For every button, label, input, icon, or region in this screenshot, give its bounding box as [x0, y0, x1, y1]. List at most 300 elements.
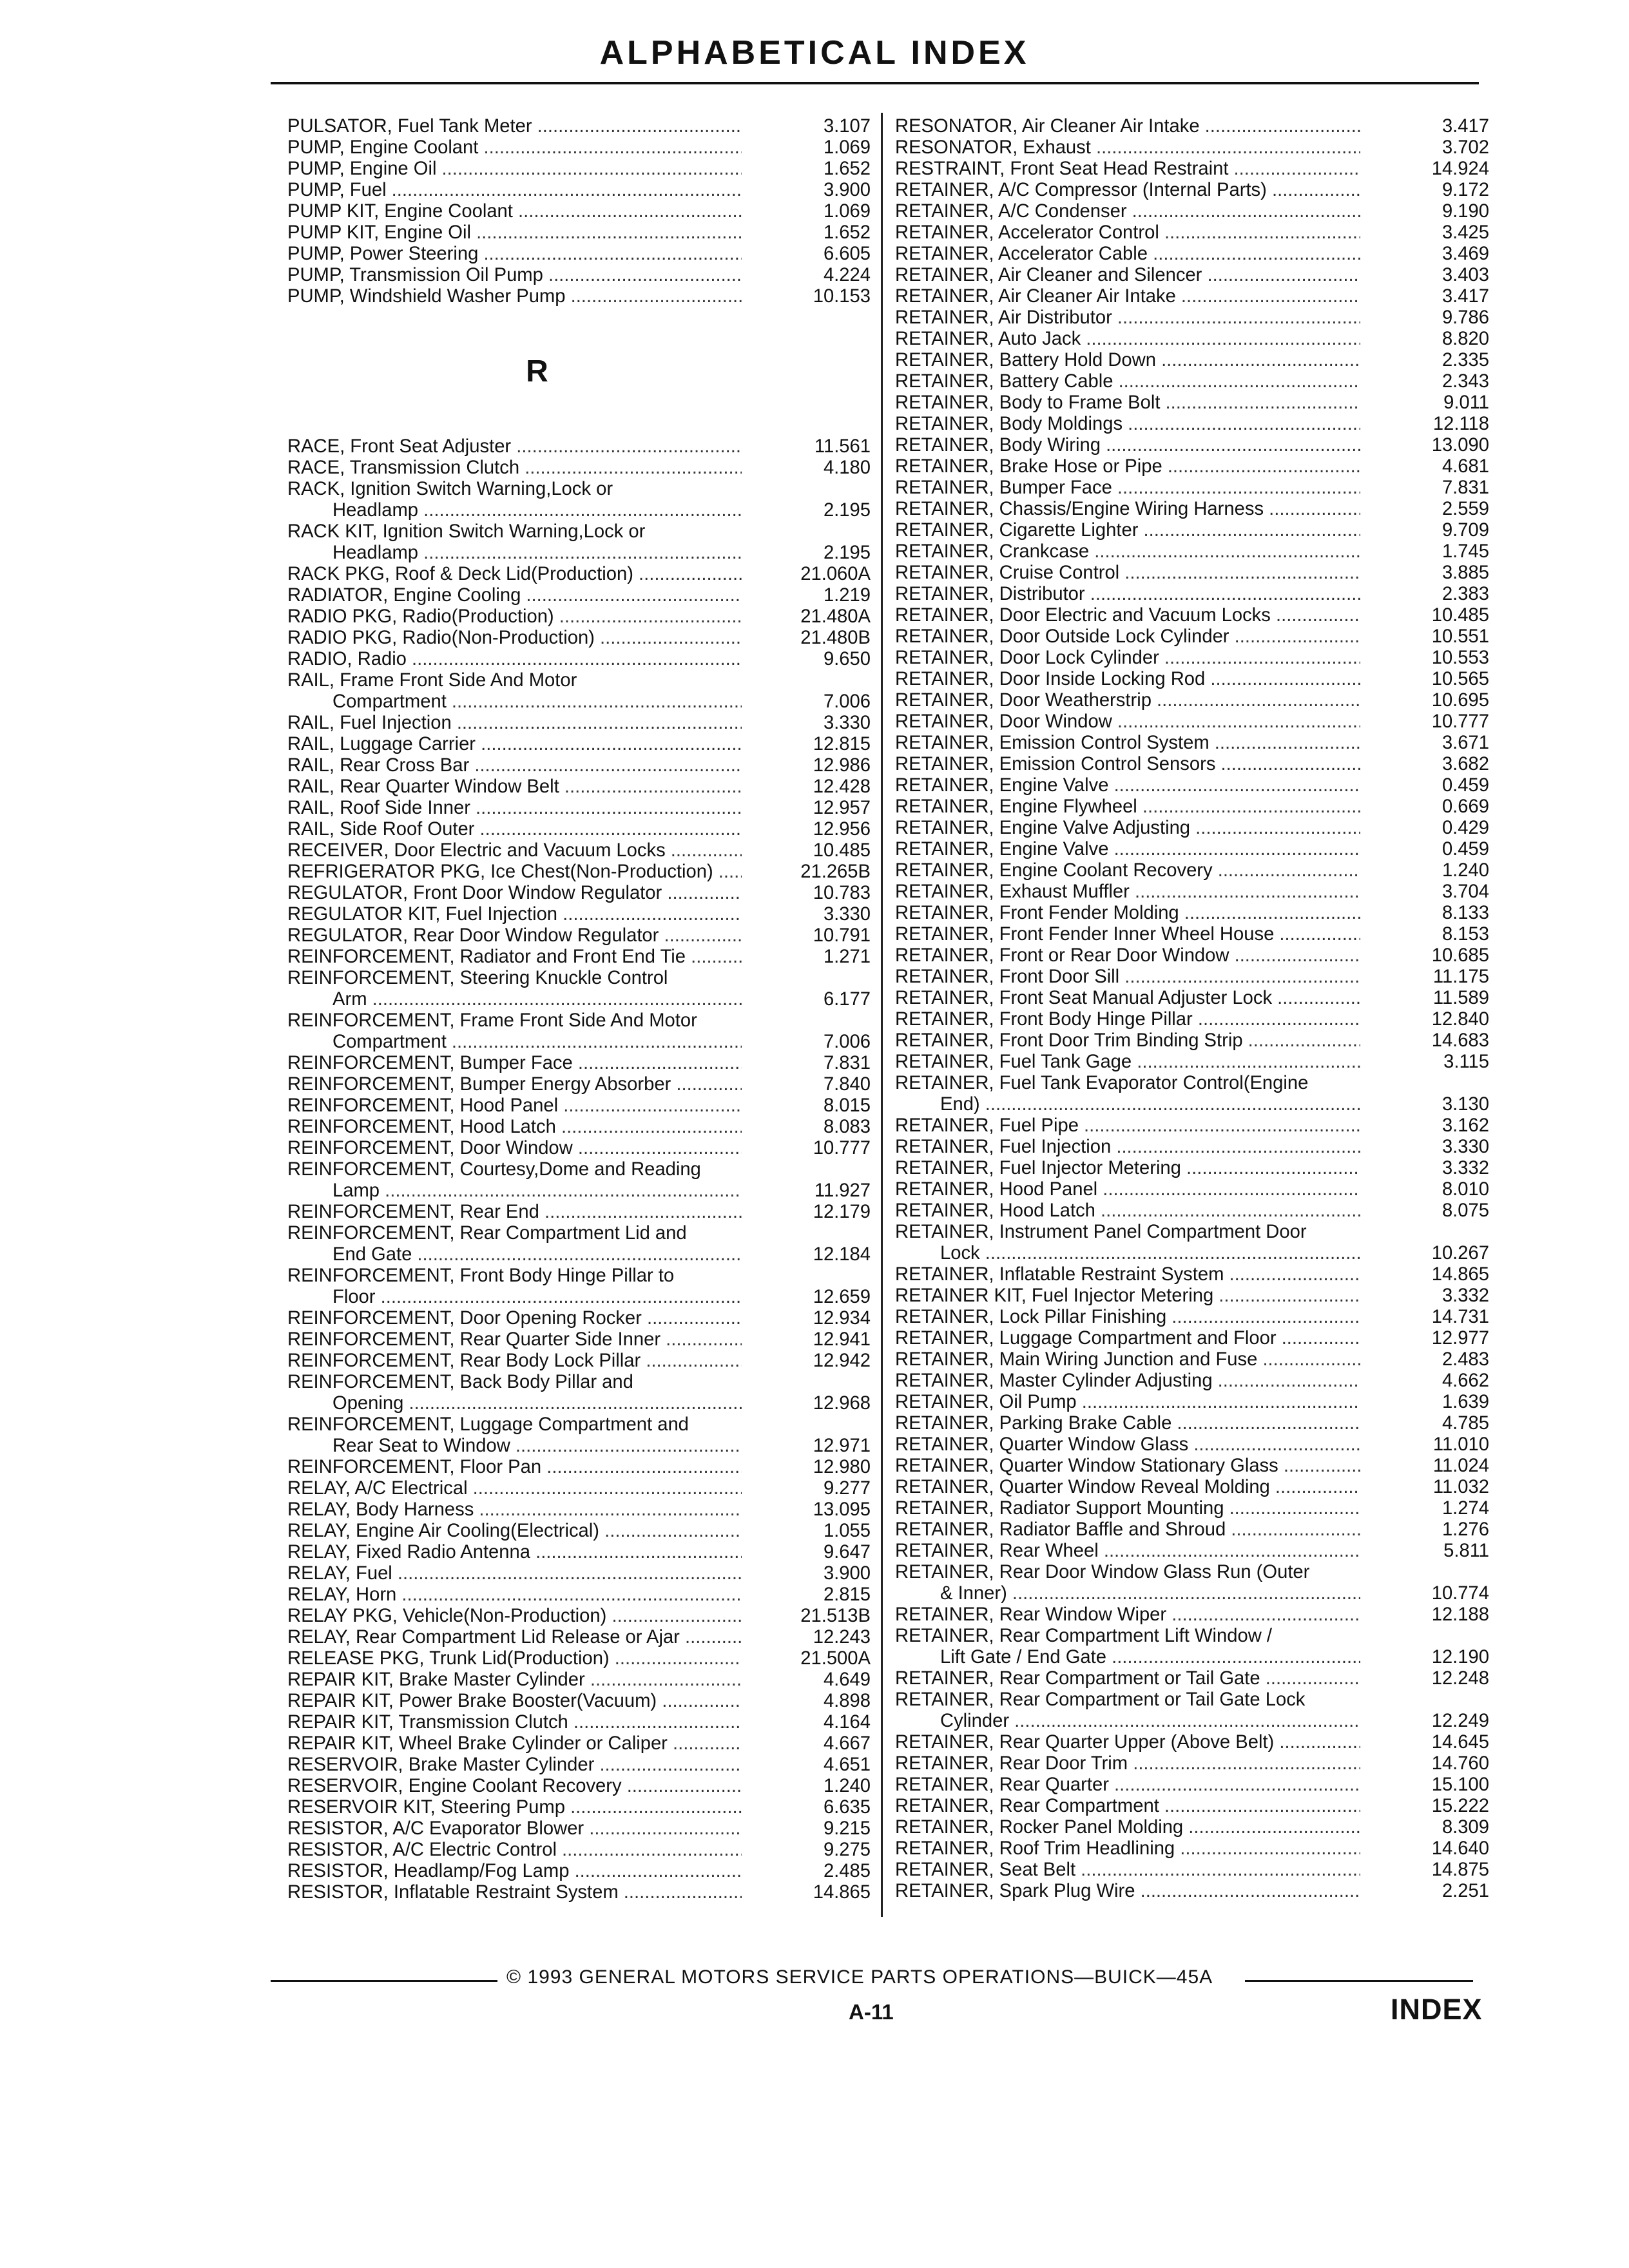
index-entry-name: RETAINER, Quarter Window Stationary Glass .....	[895, 1456, 1360, 1477]
index-entry	[895, 605, 1489, 626]
index-entry-name: RESONATOR, Air Cleaner Air Intake .....	[895, 116, 1360, 137]
index-entry-page: 2.483	[1441, 1349, 1489, 1370]
index-entry	[287, 776, 871, 798]
index-entry-page: 0.459	[1441, 839, 1489, 860]
index-entry-page: 3.900	[823, 180, 871, 200]
index-entry	[287, 500, 871, 521]
index-entry-name: RESTRAINT, Front Seat Head Restraint .....	[895, 159, 1360, 180]
index-entry-page: 8.010	[1441, 1179, 1489, 1200]
index-entry-name: RELAY, Horn .....	[287, 1584, 742, 1606]
index-entry	[895, 1498, 1489, 1519]
index-entry-name: Cylinder .....	[895, 1711, 1360, 1732]
index-entry-name: RETAINER, Accelerator Cable .....	[895, 244, 1360, 265]
index-entry	[287, 989, 871, 1010]
index-entry-name: RETAINER, Hood Panel .....	[895, 1179, 1360, 1200]
index-entry-page: 3.425	[1441, 222, 1489, 243]
index-entry	[287, 1584, 871, 1606]
index-entry-page: 1.271	[823, 947, 871, 967]
index-entry	[895, 924, 1489, 945]
index-entry	[895, 988, 1489, 1009]
index-entry-name: RETAINER KIT, Fuel Injector Metering .....	[895, 1285, 1360, 1307]
index-entry-name: Lock .....	[895, 1243, 1360, 1264]
index-entry-name: REGULATOR KIT, Fuel Injection .....	[287, 904, 742, 925]
index-entry-page: 3.702	[1441, 137, 1489, 158]
index-entry-page: 7.006	[823, 1032, 871, 1052]
index-entry	[895, 201, 1489, 222]
index-entry-page: 1.639	[1441, 1392, 1489, 1412]
index-entry-name: REGULATOR, Front Door Window Regulator .....	[287, 883, 742, 904]
index-entry-name: REINFORCEMENT, Rear End .....	[287, 1202, 742, 1223]
index-entry-page: 3.671	[1441, 733, 1489, 753]
index-entry-page: 4.898	[823, 1691, 871, 1711]
index-entry	[287, 1521, 871, 1542]
index-entry-page: 12.971	[813, 1436, 871, 1456]
index-entry	[895, 1264, 1489, 1285]
index-entry-page: 10.551	[1431, 626, 1489, 647]
index-entry-name: RETAINER, Quarter Window Glass .....	[895, 1434, 1360, 1456]
index-entry-page: 12.243	[813, 1627, 871, 1648]
index-entry	[287, 947, 871, 968]
index-entry	[287, 713, 871, 734]
index-entry-name: PUMP, Transmission Oil Pump .....	[287, 265, 742, 286]
index-entry	[895, 1073, 1489, 1094]
index-entry	[287, 1861, 871, 1882]
index-entry	[895, 1477, 1489, 1498]
index-entry	[895, 1541, 1489, 1562]
index-entry-page: 3.115	[1443, 1052, 1489, 1072]
index-entry-name: REGULATOR, Rear Door Window Regulator .....	[287, 925, 742, 947]
index-entry-name: RAIL, Fuel Injection .....	[287, 713, 742, 734]
index-entry	[287, 564, 871, 585]
index-entry-name: PUMP, Fuel .....	[287, 180, 742, 201]
index-entry	[287, 670, 871, 691]
index-entry-page: 1.652	[823, 159, 871, 179]
index-entry	[287, 1180, 871, 1202]
index-entry-name: REPAIR KIT, Wheel Brake Cylinder or Caliper .....	[287, 1733, 742, 1754]
index-entry-name: RETAINER, Main Wiring Junction and Fuse .....	[895, 1349, 1360, 1370]
index-entry-page: 14.731	[1431, 1307, 1489, 1327]
index-entry-name: REINFORCEMENT, Door Window .....	[287, 1138, 742, 1159]
index-entry-page: 2.335	[1441, 350, 1489, 370]
footer-rule-left	[271, 1980, 497, 1982]
index-entry-name: RETAINER, Body Moldings .....	[895, 414, 1360, 435]
index-entry-name: RETAINER, Cruise Control .....	[895, 562, 1360, 584]
index-entry-name: REINFORCEMENT, Steering Knuckle Control	[287, 968, 668, 988]
index-entry	[287, 1372, 871, 1393]
index-entry	[895, 1838, 1489, 1860]
index-entry-page: 9.647	[823, 1542, 871, 1562]
index-entry-name: RADIATOR, Engine Cooling .....	[287, 585, 742, 606]
index-entry	[895, 159, 1489, 180]
index-entry-page: 12.249	[1431, 1711, 1489, 1731]
index-entry-page: 21.513B	[800, 1606, 871, 1626]
index-entry	[287, 1478, 871, 1499]
index-entry	[287, 265, 871, 286]
index-entry	[287, 543, 871, 564]
index-entry	[895, 1626, 1489, 1647]
index-entry-page: 2.343	[1441, 371, 1489, 392]
index-entry-name: REINFORCEMENT, Rear Body Lock Pillar .....	[287, 1350, 742, 1372]
index-entry-name: RETAINER, Exhaust Muffler .....	[895, 881, 1360, 903]
index-entry-name: RETAINER, Luggage Compartment and Floor .....	[895, 1328, 1360, 1349]
index-entry	[895, 1243, 1489, 1264]
index-entry	[287, 286, 871, 307]
index-entry	[287, 1840, 871, 1861]
index-entry	[895, 477, 1489, 499]
index-entry	[287, 628, 871, 649]
index-entry-name: RETAINER, Hood Latch .....	[895, 1200, 1360, 1222]
index-entry-page: 3.107	[823, 116, 871, 137]
index-entry	[287, 521, 871, 543]
index-entry	[895, 711, 1489, 733]
index-entry-name: RETAINER, Fuel Tank Evaporator Control(Engine	[895, 1073, 1309, 1093]
index-entry-name: RELAY, Engine Air Cooling(Electrical) .....	[287, 1521, 742, 1542]
index-entry-page: 3.330	[823, 713, 871, 733]
index-entry-page: 10.485	[813, 840, 871, 861]
index-entry	[287, 819, 871, 840]
index-entry-page: 14.865	[813, 1882, 871, 1903]
index-entry	[895, 1009, 1489, 1030]
index-entry-page: 3.885	[1441, 562, 1489, 583]
index-entry-name: RETAINER, Rear Compartment Lift Window /	[895, 1626, 1272, 1646]
index-entry-name: RETAINER, Fuel Injection .....	[895, 1137, 1360, 1158]
index-entry-name: PUMP, Windshield Washer Pump .....	[287, 286, 742, 307]
index-entry	[895, 1796, 1489, 1817]
index-entry-page: 8.015	[823, 1095, 871, 1116]
index-entry-name: Compartment .....	[287, 1032, 742, 1053]
index-entry-page: 7.831	[823, 1053, 871, 1073]
index-entry-name: RETAINER, Body Wiring .....	[895, 435, 1360, 456]
index-entry	[895, 562, 1489, 584]
index-entry	[895, 860, 1489, 881]
index-entry	[895, 499, 1489, 520]
index-entry-name: Arm .....	[287, 989, 742, 1010]
index-entry-name: PUMP, Engine Coolant .....	[287, 137, 742, 159]
index-entry-name: RELEASE PKG, Trunk Lid(Production) .....	[287, 1648, 742, 1669]
index-entry	[287, 691, 871, 713]
index-entry-page: 2.559	[1441, 499, 1489, 519]
section-letter: R	[526, 354, 548, 389]
index-entry-page: 6.177	[823, 989, 871, 1010]
index-entry-page: 14.760	[1431, 1753, 1489, 1774]
index-entry-page: 12.188	[1431, 1604, 1489, 1625]
index-entry	[287, 1414, 871, 1436]
index-entry-page: 11.032	[1432, 1477, 1489, 1497]
index-entry-name: REPAIR KIT, Brake Master Cylinder .....	[287, 1669, 742, 1691]
index-entry-name: Lift Gate / End Gate .....	[895, 1647, 1360, 1668]
index-entry-page: 14.924	[1431, 159, 1489, 179]
index-entry	[895, 1413, 1489, 1434]
index-entry-page: 3.162	[1441, 1115, 1489, 1136]
index-entry	[895, 456, 1489, 477]
index-entry-page: 11.927	[814, 1180, 871, 1201]
index-entry-name: RETAINER, Rear Wheel .....	[895, 1541, 1360, 1562]
index-entry	[287, 1350, 871, 1372]
index-entry-page: 21.265B	[800, 861, 871, 882]
index-entry	[895, 1583, 1489, 1604]
index-entry-page: 1.069	[823, 201, 871, 222]
index-entry-page: 8.153	[1441, 924, 1489, 945]
index-entry-page: 12.942	[813, 1350, 871, 1371]
index-entry-page: 4.649	[823, 1669, 871, 1690]
index-entry-page: 9.190	[1441, 201, 1489, 222]
index-entry-page: 2.383	[1441, 584, 1489, 604]
index-entry-name: RETAINER, Front Body Hinge Pillar .....	[895, 1009, 1360, 1030]
index-entry-name: REFRIGERATOR PKG, Ice Chest(Non-Production) .....	[287, 861, 742, 883]
column-divider	[881, 113, 883, 1917]
index-entry	[287, 1712, 871, 1733]
index-entry	[895, 1052, 1489, 1073]
index-entry-page: 12.941	[813, 1329, 871, 1350]
index-entry	[287, 1776, 871, 1797]
index-entry-name: RETAINER, Door Electric and Vacuum Locks .....	[895, 605, 1360, 626]
index-entry-name: RETAINER, Radiator Support Mounting .....	[895, 1498, 1360, 1519]
index-entry-page: 12.957	[813, 798, 871, 818]
index-entry-name: RADIO, Radio .....	[287, 649, 742, 670]
index-entry-name: RETAINER, Roof Trim Headlining .....	[895, 1838, 1360, 1860]
index-entry-page: 12.986	[813, 755, 871, 776]
index-entry-page: 10.783	[813, 883, 871, 903]
index-entry	[895, 1456, 1489, 1477]
index-entry-page: 21.480A	[800, 606, 871, 627]
index-entry	[287, 1606, 871, 1627]
index-entry	[895, 1158, 1489, 1179]
index-entry-name: RETAINER, Battery Cable .....	[895, 371, 1360, 392]
index-entry-page: 4.785	[1441, 1413, 1489, 1434]
index-entry-name: RETAINER, Door Inside Locking Rod .....	[895, 669, 1360, 690]
index-entry	[287, 1648, 871, 1669]
index-entry-page: 3.403	[1441, 265, 1489, 285]
index-entry-name: RETAINER, Front Fender Inner Wheel House .....	[895, 924, 1360, 945]
index-entry	[895, 116, 1489, 137]
index-entry-name: REINFORCEMENT, Bumper Face .....	[287, 1053, 742, 1074]
index-entry-page: 3.682	[1441, 754, 1489, 774]
index-entry-page: 3.900	[823, 1563, 871, 1584]
index-entry-name: Rear Seat to Window .....	[287, 1436, 742, 1457]
index-entry-page: 6.605	[823, 244, 871, 264]
index-entry	[895, 1307, 1489, 1328]
index-entry	[287, 734, 871, 755]
index-entry-page: 8.309	[1441, 1817, 1489, 1838]
index-entry	[895, 286, 1489, 307]
index-entry	[895, 754, 1489, 775]
index-entry	[287, 479, 871, 500]
index-entry	[287, 606, 871, 628]
index-entry	[287, 1244, 871, 1265]
index-entry	[895, 1647, 1489, 1668]
index-entry-page: 3.704	[1441, 881, 1489, 902]
index-entry	[895, 307, 1489, 329]
index-entry	[895, 669, 1489, 690]
index-entry-page: 1.240	[823, 1776, 871, 1796]
index-entry-name: RETAINER, A/C Compressor (Internal Parts) .....	[895, 180, 1360, 201]
index-entry-page: 10.777	[1431, 711, 1489, 732]
index-entry-name: RADIO PKG, Radio(Production) .....	[287, 606, 742, 628]
index-entry	[287, 1818, 871, 1840]
index-entry-name: RESERVOIR, Engine Coolant Recovery .....	[287, 1776, 742, 1797]
index-entry	[895, 1328, 1489, 1349]
footer-rule-right	[1245, 1980, 1473, 1982]
index-entry-page: 0.669	[1441, 796, 1489, 817]
index-entry-name: RETAINER, Auto Jack .....	[895, 329, 1360, 350]
index-entry-name: RETAINER, Air Cleaner Air Intake .....	[895, 286, 1360, 307]
index-entry-page: 2.195	[823, 543, 871, 563]
index-entry-name: RETAINER, Fuel Tank Gage .....	[895, 1052, 1360, 1073]
index-entry	[287, 244, 871, 265]
index-entry-name: RETAINER, Front Fender Molding .....	[895, 903, 1360, 924]
index-entry-name: RETAINER, Body to Frame Bolt .....	[895, 392, 1360, 414]
index-entry-name: RADIO PKG, Radio(Non-Production) .....	[287, 628, 742, 649]
index-entry-name: RETAINER, Battery Hold Down .....	[895, 350, 1360, 371]
index-entry-name: REINFORCEMENT, Hood Panel .....	[287, 1095, 742, 1117]
index-entry-name: RELAY PKG, Vehicle(Non-Production) .....	[287, 1606, 742, 1627]
index-entry-page: 1.240	[1441, 860, 1489, 881]
index-entry-name: RETAINER, Chassis/Engine Wiring Harness .....	[895, 499, 1360, 520]
index-entry-page: 8.083	[823, 1117, 871, 1137]
index-entry-name: RAIL, Rear Cross Bar .....	[287, 755, 742, 776]
index-entry-page: 1.276	[1441, 1519, 1489, 1540]
index-entry-name: RETAINER, Fuel Injector Metering .....	[895, 1158, 1360, 1179]
index-entry-page: 10.774	[1431, 1583, 1489, 1604]
index-entry	[895, 733, 1489, 754]
index-entry-name: RESONATOR, Exhaust .....	[895, 137, 1360, 159]
index-entry	[287, 116, 871, 137]
index-entry-name: RESERVOIR KIT, Steering Pump .....	[287, 1797, 742, 1818]
index-entry	[287, 1159, 871, 1180]
index-entry-name: RESERVOIR, Brake Master Cylinder .....	[287, 1754, 742, 1776]
index-entry-name: RETAINER, Rear Compartment or Tail Gate .....	[895, 1668, 1360, 1689]
index-entry-page: 11.561	[814, 436, 871, 457]
index-entry	[287, 1053, 871, 1074]
index-entry-page: 12.248	[1431, 1668, 1489, 1689]
index-entry	[287, 1733, 871, 1754]
index-entry-page: 11.175	[1432, 966, 1489, 987]
index-entry-name: RETAINER, Accelerator Control .....	[895, 222, 1360, 244]
index-entry-page: 2.815	[823, 1584, 871, 1605]
index-entry	[895, 1392, 1489, 1413]
index-entry-page: 2.195	[823, 500, 871, 521]
index-entry-page: 15.100	[1431, 1774, 1489, 1795]
index-entry-name: Headlamp .....	[287, 543, 742, 564]
index-entry-page: 3.417	[1441, 116, 1489, 137]
index-entry	[895, 690, 1489, 711]
index-entry	[895, 1030, 1489, 1052]
index-entry-page: 11.589	[1432, 988, 1489, 1008]
index-entry	[287, 457, 871, 479]
index-entry	[287, 1223, 871, 1244]
index-entry-page: 14.875	[1431, 1860, 1489, 1880]
index-entry	[895, 541, 1489, 562]
index-entry	[895, 881, 1489, 903]
index-entry	[287, 180, 871, 201]
index-entry-name: RECEIVER, Door Electric and Vacuum Locks .....	[287, 840, 742, 861]
index-entry	[895, 329, 1489, 350]
index-entry-name: RETAINER, Emission Control Sensors .....	[895, 754, 1360, 775]
index-entry	[895, 1137, 1489, 1158]
index-entry	[895, 818, 1489, 839]
index-entry-page: 12.428	[813, 776, 871, 797]
index-entry-name: RACK KIT, Ignition Switch Warning,Lock or	[287, 521, 646, 542]
index-entry-name: Compartment .....	[287, 691, 742, 713]
index-entry-name: RETAINER, Rear Compartment .....	[895, 1796, 1360, 1817]
index-entry-name: RESISTOR, Headlamp/Fog Lamp .....	[287, 1861, 742, 1882]
page-title: ALPHABETICAL INDEX	[599, 34, 1030, 72]
index-entry-page: 11.010	[1432, 1434, 1489, 1455]
index-entry-page: 3.332	[1441, 1158, 1489, 1178]
index-entry-name: REPAIR KIT, Transmission Clutch .....	[287, 1712, 742, 1733]
index-entry	[895, 1349, 1489, 1370]
index-entry	[287, 1265, 871, 1287]
index-entry-page: 12.956	[813, 819, 871, 840]
index-entry	[287, 1499, 871, 1521]
index-entry-page: 4.180	[823, 457, 871, 478]
index-entry-name: RETAINER, Rear Window Wiper .....	[895, 1604, 1360, 1626]
index-entry	[895, 1115, 1489, 1137]
index-entry-name: RETAINER, Front Door Trim Binding Strip .....	[895, 1030, 1360, 1052]
index-entry-name: RACK PKG, Roof & Deck Lid(Production) .....	[287, 564, 742, 585]
index-entry-name: RETAINER, Rear Door Trim .....	[895, 1753, 1360, 1774]
index-entry-page: 9.275	[823, 1840, 871, 1860]
index-entry-page: 1.274	[1441, 1498, 1489, 1519]
index-entry-page: 2.485	[823, 1861, 871, 1881]
index-entry	[287, 201, 871, 222]
index-entry-name: RETAINER, Cigarette Lighter .....	[895, 520, 1360, 541]
index-entry-name: & Inner) .....	[895, 1583, 1360, 1604]
index-entry	[895, 1860, 1489, 1881]
index-entry	[287, 1797, 871, 1818]
index-entry-page: 4.164	[823, 1712, 871, 1733]
index-entry	[287, 904, 871, 925]
index-entry-name: RETAINER, Air Distributor .....	[895, 307, 1360, 329]
index-entry-name: RACE, Transmission Clutch .....	[287, 457, 742, 479]
index-entry-name: RETAINER, Spark Plug Wire .....	[895, 1881, 1360, 1902]
index-entry-name: Headlamp .....	[287, 500, 742, 521]
index-entry-name: REINFORCEMENT, Bumper Energy Absorber .....	[287, 1074, 742, 1095]
index-entry	[895, 1094, 1489, 1115]
index-entry	[895, 966, 1489, 988]
index-entry-page: 1.055	[823, 1521, 871, 1541]
index-entry	[895, 1881, 1489, 1902]
index-entry-name: RETAINER, Rear Compartment or Tail Gate Lock	[895, 1689, 1306, 1710]
index-entry	[287, 1669, 871, 1691]
index-entry-name: RETAINER, Front Door Sill .....	[895, 966, 1360, 988]
index-entry-page: 3.330	[1441, 1137, 1489, 1157]
index-entry-page: 4.651	[823, 1754, 871, 1775]
index-entry	[895, 648, 1489, 669]
index-entry	[895, 796, 1489, 818]
index-entry-page: 1.069	[823, 137, 871, 158]
index-entry-name: REINFORCEMENT, Frame Front Side And Motor	[287, 1010, 697, 1031]
index-entry	[895, 1732, 1489, 1753]
index-entry	[287, 1457, 871, 1478]
index-entry	[895, 1179, 1489, 1200]
index-entry-name: RETAINER, Air Cleaner and Silencer .....	[895, 265, 1360, 286]
index-entry-page: 11.024	[1432, 1456, 1489, 1476]
index-entry-page: 12.118	[1432, 414, 1489, 434]
index-entry-page: 21.500A	[800, 1648, 871, 1669]
index-entry-name: RELAY, Fuel .....	[287, 1563, 742, 1584]
index-entry-name: RETAINER, Instrument Panel Compartment Door	[895, 1222, 1307, 1242]
section-label: INDEX	[1391, 1993, 1483, 2026]
index-entry-name: REINFORCEMENT, Door Opening Rocker .....	[287, 1308, 742, 1329]
index-entry-page: 12.977	[1431, 1328, 1489, 1349]
index-entry	[287, 968, 871, 989]
index-entry-name: RETAINER, Door Weatherstrip .....	[895, 690, 1360, 711]
index-entry-page: 0.429	[1441, 818, 1489, 838]
index-entry-page: 3.330	[823, 904, 871, 925]
index-entry	[895, 1753, 1489, 1774]
right-column	[895, 116, 1489, 1902]
